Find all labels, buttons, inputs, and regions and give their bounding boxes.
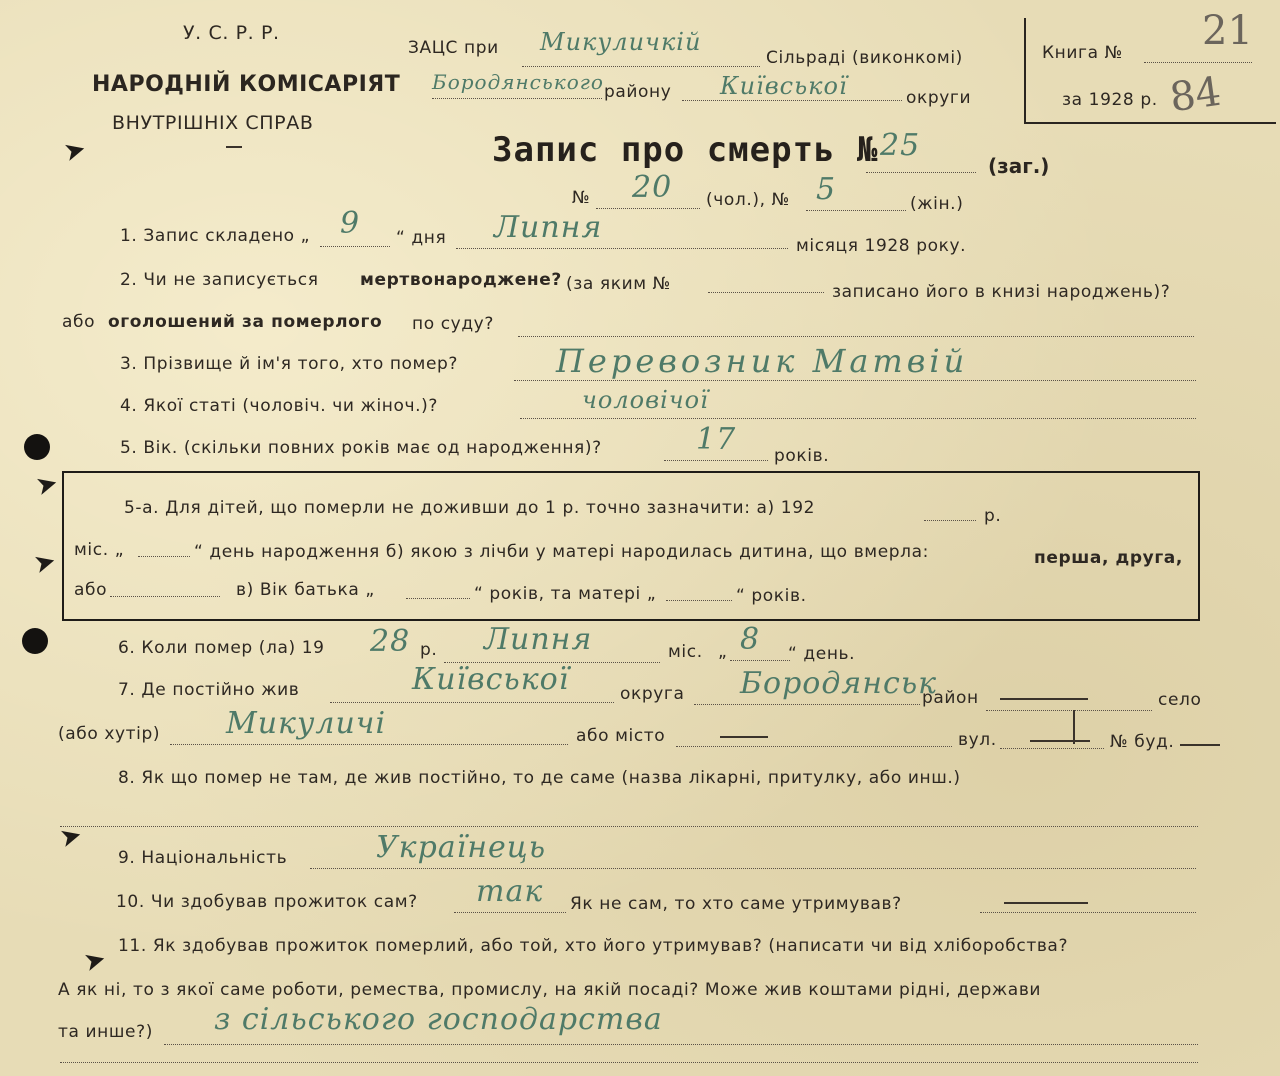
zags-village-line [522, 66, 760, 67]
field-7-district-label: район [922, 688, 979, 708]
field-10-supporter-dash [1004, 902, 1088, 904]
book-label: Книга № [1042, 43, 1123, 63]
book-number: 21 [1202, 8, 1253, 54]
male-number-line [596, 208, 700, 209]
header-dash [226, 146, 242, 148]
field-11-extra-line [60, 1062, 1198, 1063]
field-7-okrug-value: Київської [412, 662, 570, 697]
pencil-number: 84 [1167, 68, 1224, 122]
field-6-r: р. [420, 640, 438, 660]
field-5a-line1: 5-а. Для дітей, що померли не доживши до 1 р. точно зазначити: а) 192 [124, 498, 816, 518]
male-label: (чол.), № [706, 190, 790, 210]
field-2-line2-c: по суду? [412, 314, 494, 334]
field-5a-mother-line [666, 600, 732, 601]
district-value: Бородянського [432, 70, 604, 94]
field-5a-line2-b: “ день народження б) якою з лічби у матері народилась дитина, що вмерла: [194, 542, 929, 562]
field-1-day: 9 [340, 206, 361, 241]
field-11-value: з сільського господарства [214, 1002, 663, 1037]
record-title: Запис про смерть № [492, 130, 879, 170]
republic-label: У. С. Р. Р. [183, 22, 280, 44]
punch-hole-upper [24, 434, 50, 460]
field-7-label: 7. Де постійно жив [118, 680, 300, 700]
male-no-label: № [572, 188, 591, 208]
field-4-value: чоловічої [582, 386, 709, 414]
field-11-line3: та инше?) [58, 1022, 153, 1042]
field-6-day-line [730, 660, 790, 661]
field-5a-order-options: перша, друга, [1034, 548, 1183, 568]
field-10-line [454, 912, 566, 913]
field-5a-year-line [924, 520, 976, 521]
field-3-line [514, 380, 1196, 381]
field-5a-line2-a: міс. „ [74, 540, 125, 560]
field-5a-line3-a: або [74, 580, 108, 600]
field-7-district-value: Бородянськ [740, 666, 938, 701]
field-5a-line3-b: в) Вік батька „ [236, 580, 375, 600]
record-number: 25 [880, 128, 921, 163]
field-7-city-dash [720, 736, 768, 738]
field-7-line2-a: (або хутір) [58, 724, 161, 744]
field-7-bud-dash [1180, 744, 1220, 746]
total-label: (заг.) [988, 154, 1050, 178]
field-1-day-line [320, 246, 390, 247]
female-label: (жін.) [910, 194, 964, 214]
field-6-month: Липня [484, 622, 593, 657]
field-2-stillborn: мертвонароджене? [360, 270, 562, 290]
field-11-line2: А як ні, то з якої саме роботи, ремества, промислу, на якій посаді? Може жив коштами рідні, держави [58, 980, 1042, 1000]
field-1-label: 1. Запис складено „ [120, 226, 311, 246]
book-year: за 1928 р. [1062, 90, 1158, 110]
field-7-street-stroke [1073, 710, 1075, 744]
title-number-line [866, 172, 976, 173]
field-7-khutir-line [170, 744, 568, 745]
field-6-day-open: „ [718, 642, 728, 662]
field-2-court-line [518, 336, 1194, 337]
field-4-label: 4. Якої статі (чоловіч. чи жіноч.)? [120, 396, 439, 416]
field-9-line [310, 868, 1196, 869]
field-7-district-line [694, 704, 920, 705]
field-9-value: Українець [376, 830, 547, 865]
okrug-value: Київської [720, 72, 848, 100]
district-label: району [604, 82, 672, 102]
field-2-line2-a: або [62, 312, 96, 332]
okrug-line [682, 100, 902, 101]
field-2-label-c: (за яким № [566, 274, 671, 294]
female-number: 5 [816, 172, 837, 207]
field-7-selo-dash [1000, 698, 1088, 700]
field-7-city-label: або місто [576, 726, 666, 746]
field-5-label: 5. Вік. (скільки повних років має од народження)? [120, 438, 602, 458]
punch-hole-lower [22, 628, 48, 654]
field-7-selo-line [986, 710, 1152, 711]
field-5a-father-line [406, 598, 470, 599]
field-2-number-line [708, 292, 824, 293]
book-line [1144, 62, 1252, 63]
field-7-city-line [676, 746, 952, 747]
field-7-street-dash [1030, 740, 1090, 742]
field-2-label-d: записано його в книзі народжень)? [832, 282, 1171, 302]
field-10-supporter-line [980, 912, 1196, 913]
field-5a-line3-d: “ років. [736, 586, 807, 606]
field-6-day-close: “ день. [788, 644, 856, 664]
field-5-suffix: років. [774, 446, 830, 466]
female-number-line [806, 210, 906, 211]
field-6-day: 8 [740, 622, 761, 657]
field-7-street-label: вул. [958, 730, 997, 750]
field-7-bud-label: № буд. [1110, 732, 1175, 752]
field-3-value: Перевозник Матвій [556, 342, 969, 380]
field-1-month-line [456, 248, 788, 249]
field-2-declared-dead: оголошений за померлого [108, 312, 383, 332]
binding-mark: ➤ [80, 943, 110, 979]
field-5a-other-line [110, 596, 220, 597]
field-3-label: 3. Прізвище й ім'я того, хто помер? [120, 354, 459, 374]
zags-suffix: Сільраді (виконкомі) [766, 48, 963, 68]
field-1-day-label: “ дня [396, 228, 447, 248]
field-7-selo-label: село [1158, 690, 1202, 710]
okrug-label: округи [906, 88, 972, 108]
field-6-year: 28 [370, 624, 411, 659]
commissariat-title: НАРОДНІЙ КОМІСАРІЯТ [92, 72, 401, 97]
field-9-label: 9. Національність [118, 848, 288, 868]
field-1-suffix: місяця 1928 року. [796, 236, 967, 256]
zags-label: ЗАЦС при [408, 38, 499, 58]
field-2-label-a: 2. Чи не записується [120, 270, 319, 290]
field-7-okrug-label: округа [620, 684, 685, 704]
binding-mark: ➤ [32, 467, 62, 503]
field-5-value: 17 [696, 422, 737, 457]
field-8-label: 8. Як що помер не там, де жив постійно, то де саме (назва лікарні, притулку, або инш.) [118, 768, 961, 788]
field-7-okrug-line [330, 702, 614, 703]
field-6-mis: міс. [668, 642, 703, 662]
field-10-label-b: Як не сам, то хто саме утримував? [570, 894, 902, 914]
field-8-line [60, 826, 1198, 827]
binding-mark: ➤ [56, 819, 86, 855]
field-11-line [164, 1044, 1198, 1045]
field-10-value: так [476, 874, 544, 909]
field-7-khutir-value: Микуличі [226, 706, 387, 741]
male-number: 20 [632, 170, 673, 205]
field-11-line1: 11. Як здобував прожиток померлий, або той, хто його утримував? (написати чи від хліборобства? [118, 936, 1069, 956]
binding-mark: ➤ [30, 545, 60, 581]
commissariat-subtitle: ВНУТРІШНІХ СПРАВ [112, 112, 314, 134]
district-line [432, 98, 602, 99]
field-7-street-line [1000, 748, 1104, 749]
zags-village-value: Микуличкій [540, 28, 702, 56]
field-6-label: 6. Коли помер (ла) 19 [118, 638, 325, 658]
field-1-month: Липня [494, 210, 603, 245]
field-10-label: 10. Чи здобував прожиток сам? [116, 892, 418, 912]
field-5a-line1-end: р. [984, 506, 1002, 526]
field-5-line [664, 460, 768, 461]
binding-mark: ➤ [60, 133, 90, 169]
field-5a-line3-c: “ років, та матері „ [474, 584, 657, 604]
field-5a-day-line [138, 556, 190, 557]
field-4-line [520, 418, 1196, 419]
